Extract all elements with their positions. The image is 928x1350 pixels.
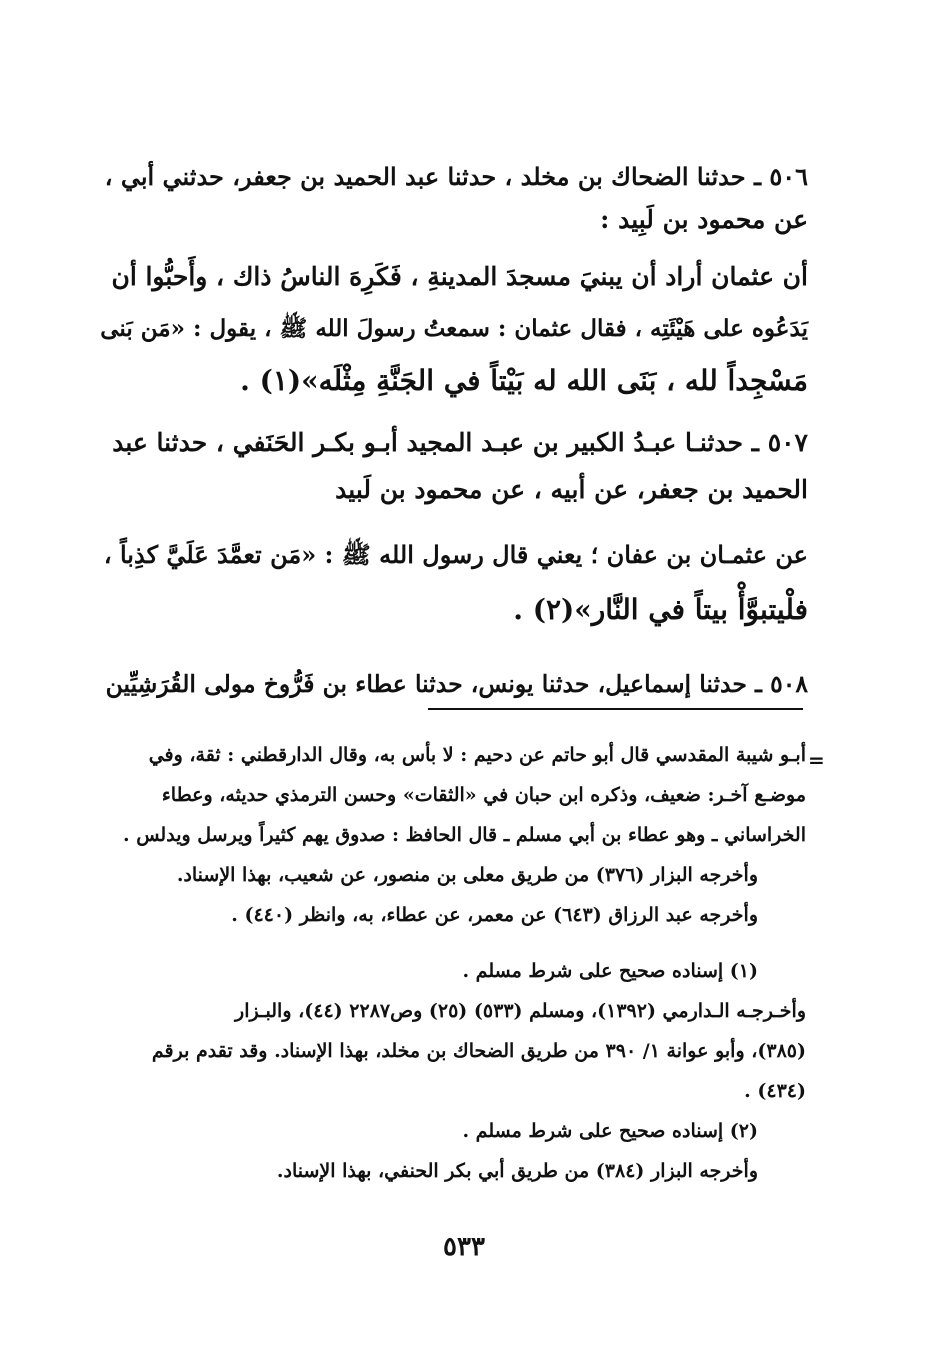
- footnote-2-line-2: وأخرجه البزار (٣٨٤) من طريق أبي بكر الحنفي، بهذا الإسناد.: [276, 1160, 758, 1182]
- hadith-506-matn-line-3: مَسْجِداً لله ، بَنَى الله له بَيْتاً في الجَنَّةِ مِثْلَه»(١) .: [240, 364, 808, 397]
- hadith-507-matn-line-1: عن عثمـان بن عفان ؛ يعني قال رسول الله ﷺ : «مَن تعمَّدَ عَلَيَّ كذِباً ،: [103, 540, 808, 569]
- hadith-506-matn-line-1: أن عثمان أراد أن يبنيَ مسجدَ المدينةِ ، فَكَرِهَ الناسُ ذاك ، وأَحبُّوا أن: [111, 262, 808, 291]
- footnote-continuation-line-3: الخراساني ـ وهو عطاء بن أبي مسلم ـ قال الحافظ : صدوق يهم كثيراً ويرسل ويدلس .: [122, 824, 806, 846]
- footnote-continuation-line-4: وأخرجه البزار (٣٧٦) من طريق معلى بن منصور، عن شعيب، بهذا الإسناد.: [176, 864, 758, 886]
- footnote-1-line-1: (١) إسناده صحيح على شرط مسلم .: [462, 960, 758, 982]
- footnote-2-line-1: (٢) إسناده صحيح على شرط مسلم .: [462, 1120, 758, 1142]
- footnote-1-line-4: (٤٣٤) .: [744, 1080, 806, 1102]
- hadith-507-matn-line-2: فلْيتبوَّأْ بيتاً في النَّار»(٢) .: [513, 593, 808, 626]
- footnote-continuation-line-2: موضـع آخـر: ضعيف، وذكره ابن حبان في «الثقات» وحسن الترمذي حديثه، وعطاء: [161, 784, 806, 806]
- hadith-507-isnad-line-1: ٥٠٧ ـ حدثنـا عبـدُ الكبير بن عبـد المجيد أبـو بكـر الحَنَفي ، حدثنا عبد: [112, 428, 808, 457]
- hadith-506-isnad-line-2: عن محمود بن لَبِيد :: [600, 205, 808, 234]
- footnote-separator: [428, 708, 803, 710]
- footnote-continuation-line-5: وأخرجه عبد الرزاق (٦٤٣) عن معمر، عن عطاء، به، وانظر (٤٤٠) .: [231, 904, 758, 926]
- hadith-506-matn-line-2: يَدَعُوه على هَيْئَتِه ، فقال عثمان : سمعتُ رسولَ الله ﷺ ، يقول : «مَن بَنى: [100, 315, 808, 342]
- hadith-508-isnad-line-1: ٥٠٨ ـ حدثنا إسماعيل، حدثنا يونس، حدثنا عطاء بن فَرُّوخ مولى القُرَشِيِّين: [105, 670, 808, 698]
- footnote-continuation-line-1: أبـو شيبة المقدسي قال أبو حاتم عن دحيم : لا بأس به، وقال الدارقطني : ثقة، وفي: [148, 744, 806, 766]
- footnote-continuation-marker: =: [808, 748, 825, 772]
- hadith-506-isnad-line-1: ٥٠٦ ـ حدثنا الضحاك بن مخلد ، حدثنا عبد الحميد بن جعفر، حدثني أبي ،: [104, 162, 808, 191]
- footnote-1-line-3: (٣٨٥)، وأبو عوانة ١/ ٣٩٠ من طريق الضحاك بن مخلد، بهذا الإسناد. وقد تقدم برقم: [151, 1040, 806, 1062]
- page-number: ٥٣٣: [443, 1232, 485, 1262]
- hadith-507-isnad-line-2: الحميد بن جعفر، عن أبيه ، عن محمود بن لَبيد: [335, 475, 808, 504]
- footnote-1-line-2: وأخـرجـه الـدارمي (١٣٩٢)، ومسلم (٥٣٣) (٢٥) وص٢٢٨٧ (٤٤)، والبـزار: [235, 1000, 806, 1022]
